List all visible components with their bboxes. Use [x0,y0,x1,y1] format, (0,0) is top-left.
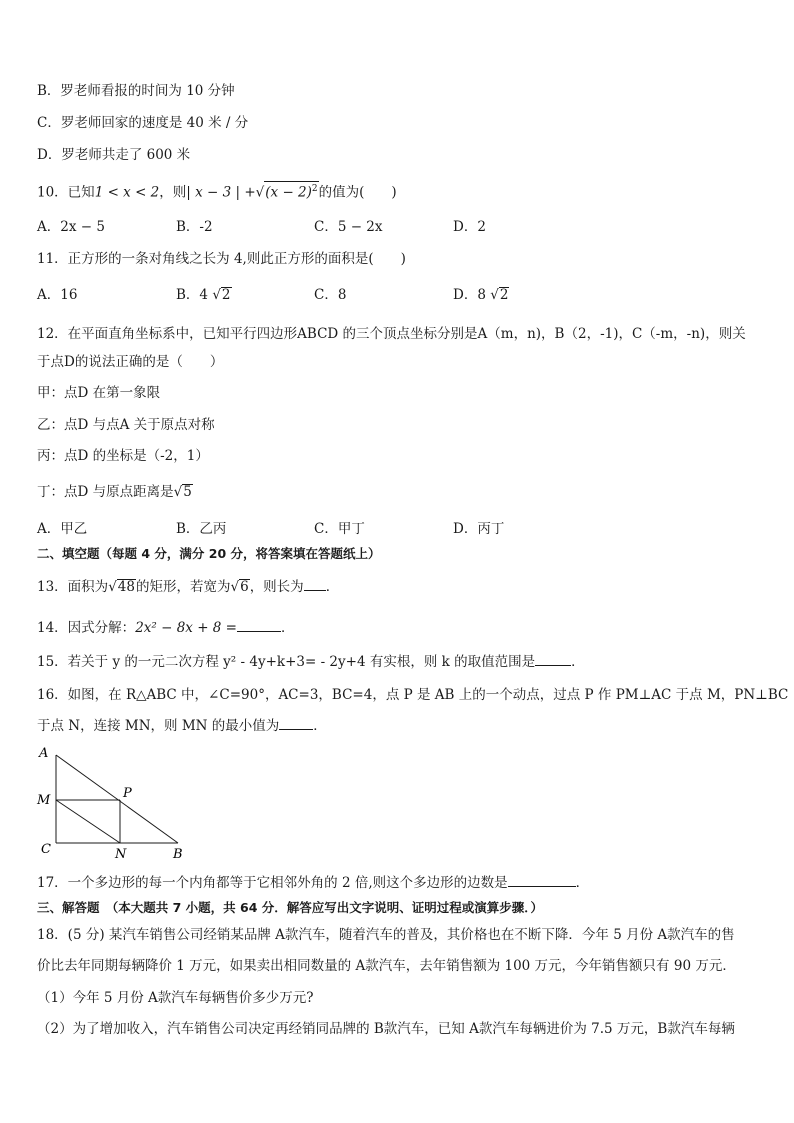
q13-suffix: ，则长为 [249,579,304,595]
q13-mid: 的矩形，若宽为 [135,579,231,595]
q15-answer-blank [535,653,571,666]
q10-option-d: D．2 [453,219,486,235]
q11-option-b-label: B．4 [176,287,209,303]
q13-sqrt1: √48 [108,579,135,595]
q9-option-d: D．罗老师共走了 600 米 [37,147,191,163]
q12-statement-ding [37,483,193,501]
q10-suffix: 的值为( ) [318,184,397,201]
q12-option-c: C．甲丁 [314,521,365,537]
q14-end: ． [281,620,295,636]
q12-statement-bing: 丙：点D 的坐标是（-2，1） [37,448,209,464]
q11-option-a: A．16 [37,287,78,303]
q12-option-b: B．乙丙 [176,521,227,537]
q12-ding-sqrt: √5 [173,484,192,500]
q11-option-d [453,286,509,304]
q16-stem-line1: 16．如图，在 R△ABC 中，∠C=90°，AC=3，BC=4，点 P 是 AB 上的一个动点，过点 P 作 PM⊥AC 于点 M，PN⊥BC [37,687,789,703]
q10-abs-expr: | x − 3 | + [186,184,256,201]
q12-statement-ding-text: 丁：点D 与原点距离是 [37,484,174,500]
q10-root-exp: 2 [311,184,318,194]
q12-option-a: A．甲乙 [37,521,88,537]
q18-sub2: （2）为了增加收入，汽车销售公司决定再经销同品牌的 B款汽车，已知 A款汽车每辆进价为 7.5 万元，B款汽车每辆 [37,1021,735,1037]
q12-statement-jia: 甲：点D 在第一象限 [37,385,161,401]
q18-sub1: （1）今年 5 月份 A款汽车每辆售价多少万元? [37,990,314,1006]
section2-heading: 二、填空题（每题 4 分，满分 20 分，将答案填在答题纸上） [37,546,381,561]
q18-line1: 18．(5 分) 某汽车销售公司经销某品牌 A款汽车，随着汽车的普及，其价格也在不断下降．今年 5 月份 A款汽车的售 [37,927,735,943]
q13-prefix: 13．面积为 [37,579,109,595]
label-m: M [37,793,51,808]
q14-stem [37,619,295,637]
label-b: B [173,847,183,862]
q11-stem: 11．正方形的一条对角线之长为 4,则此正方形的面积是( ) [37,251,406,267]
q9-option-c: C．罗老师回家的速度是 40 米 / 分 [37,115,249,131]
q10-mid: ，则 [159,184,187,201]
q13-radicand2: 6 [240,579,249,595]
q9-option-b: B．罗老师看报的时间为 10 分钟 [37,83,235,99]
q11-option-c: C．8 [314,287,347,303]
q17-stem [37,874,589,892]
q14-prefix: 14．因式分解： [37,620,136,636]
q12-option-d: D．丙丁 [453,521,505,537]
q14-expr: 2x² − 8x + 8 = [135,620,237,636]
q18-line2: 价比去年同期每辆降价 1 万元，如果卖出相同数量的 A款汽车，去年销售额为 100 万元，今年销售额只有 90 万元． [37,958,736,974]
q11-option-d-label: D．8 [453,287,486,303]
q15-end: ． [571,654,585,670]
q10-prefix: 10．已知 [37,184,95,201]
section3-heading: 三、解答题 （本大题共 7 小题，共 64 分．解答应写出文字说明、证明过程或演算步骤．） [37,900,544,915]
q14-answer-blank [237,619,281,632]
q12-statement-yi: 乙：点D 与点A 关于原点对称 [37,417,215,433]
q10-option-c: C．5 − 2x [314,219,383,235]
q11-option-b-sqrt: √2 [212,287,231,303]
segment-mn [56,800,120,843]
q11-option-b-radicand: 2 [221,287,231,303]
side-ab [56,755,178,843]
label-c: C [41,842,51,857]
q10-stem [37,181,397,202]
q16-line2-text: 于点 N，连接 MN，则 MN 的最小值为 [37,718,280,734]
q11-option-d-radicand: 2 [499,287,509,303]
q13-end: ． [325,579,340,595]
q10-option-b: B．-2 [176,219,213,235]
q10-condition: 1 < x < 2 [94,184,160,201]
label-n: N [115,847,127,862]
q13-radicand1: 48 [117,579,135,595]
q11-option-b [176,286,232,304]
q13-sqrt2: √6 [230,579,249,595]
q15-text: 15．若关于 y 的一元二次方程 y² - 4y+k+3= - 2y+4 有实根，则 k 的取值范围是 [37,654,536,670]
triangle-figure [35,743,195,863]
q10-sqrt: $√(x - 2)^2$ [256,181,319,202]
q10-option-a: A．2x − 5 [37,219,105,235]
label-a: A [39,746,49,761]
q12-ding-radicand: 5 [183,484,192,500]
q15-stem [37,653,585,671]
q12-stem-line1: 12．在平面直角坐标系中，已知平行四边形ABCD 的三个顶点坐标分别是A（m，n)，B（2，-1)，C（-m，-n)，则关 [37,326,746,342]
q12-stem-line2: 于点D的说法正确的是（ ） [37,354,224,370]
q13-stem [37,578,339,596]
label-p: P [123,786,132,801]
q17-answer-blank [508,874,576,887]
q16-answer-blank [279,717,313,730]
q16-end: ． [313,718,327,734]
q11-option-d-sqrt: √2 [490,287,509,303]
q13-answer-blank [304,578,326,591]
q16-stem-line2 [37,717,327,735]
q17-text: 17．一个多边形的每一个内角都等于它相邻外角的 2 倍,则这个多边形的边数是 [37,875,508,891]
q10-root-expr: (x − 2) [265,184,312,201]
q17-end: ． [575,875,590,891]
